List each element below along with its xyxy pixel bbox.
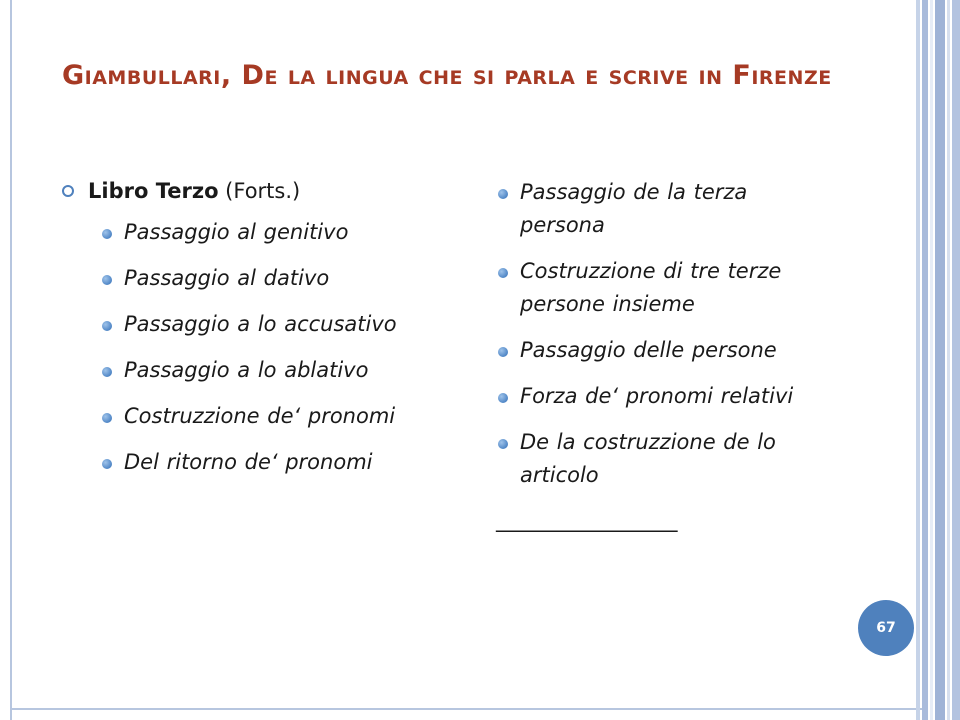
stripe <box>922 0 928 720</box>
list-item <box>100 308 442 341</box>
list-item-text: Passaggio a lo accusativo <box>124 312 397 336</box>
list-item <box>496 426 836 492</box>
dot-bullet-icon <box>102 459 112 469</box>
list-item <box>496 255 836 321</box>
right-column <box>496 176 836 535</box>
stripe <box>935 0 945 720</box>
list-item <box>496 176 836 242</box>
list-item-text: Del ritorno de‘ pronomi <box>124 450 373 474</box>
page-number: 67 <box>876 620 896 636</box>
stripe <box>952 0 960 720</box>
frame-left-line <box>10 0 12 720</box>
dot-bullet-icon <box>102 229 112 239</box>
right-sub-list <box>496 176 836 492</box>
stripe <box>916 0 920 720</box>
stripe <box>947 0 950 720</box>
list-item-text: De la costruzzione de lo articolo <box>520 430 776 487</box>
dot-bullet-icon <box>498 268 508 278</box>
dot-bullet-icon <box>498 393 508 403</box>
main-bullet-item <box>62 176 442 206</box>
dot-bullet-icon <box>498 347 508 357</box>
list-item-text: Forza de‘ pronomi relativi <box>520 384 794 408</box>
list-item <box>100 216 442 249</box>
list-item-text: Costruzzione di tre terze persone insieme <box>520 259 782 316</box>
dot-bullet-icon <box>102 275 112 285</box>
list-item <box>496 334 836 367</box>
frame-bottom-line <box>10 708 928 710</box>
heading-rest: (Forts.) <box>218 179 301 203</box>
list-item-text: Passaggio al dativo <box>124 266 330 290</box>
list-item-text: Passaggio delle persone <box>520 338 777 362</box>
dot-bullet-icon <box>102 367 112 377</box>
underline-rule: ___________________ <box>496 508 677 532</box>
dot-bullet-icon <box>102 413 112 423</box>
list-item-text: Passaggio de la terza persona <box>520 180 748 237</box>
list-item <box>100 262 442 295</box>
decorative-stripes <box>916 0 960 720</box>
heading-bold: Libro Terzo <box>88 179 219 203</box>
left-column <box>62 176 442 492</box>
ring-bullet-icon <box>62 185 74 197</box>
list-item <box>496 380 836 413</box>
left-sub-list <box>100 216 442 479</box>
dot-bullet-icon <box>498 439 508 449</box>
list-item <box>100 446 442 479</box>
list-item <box>100 400 442 433</box>
list-item-text: Passaggio al genitivo <box>124 220 349 244</box>
stripe <box>930 0 933 720</box>
dot-bullet-icon <box>498 189 508 199</box>
slide-title: Giambullari, De la lingua che si parla e scrive in Firenze <box>62 60 832 91</box>
page-number-badge <box>858 600 914 656</box>
list-item-text: Costruzzione de‘ pronomi <box>124 404 396 428</box>
dot-bullet-icon <box>102 321 112 331</box>
list-item-text: Passaggio a lo ablativo <box>124 358 369 382</box>
list-item <box>100 354 442 387</box>
